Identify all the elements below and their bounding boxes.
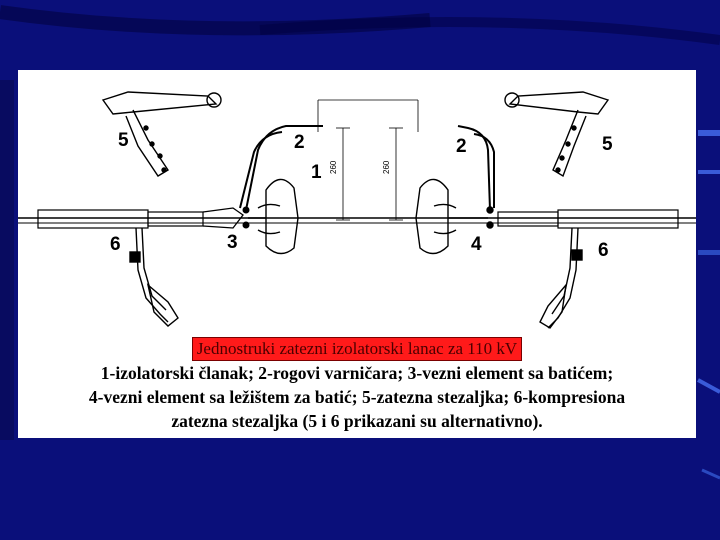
label-6-right: 6	[598, 240, 609, 261]
label-6-left: 6	[110, 234, 121, 255]
conductor-line	[18, 210, 696, 228]
compression-clamp-left-6	[130, 228, 178, 326]
dimension-label-right: 260	[382, 160, 391, 174]
insulator-disc-left	[248, 179, 298, 253]
label-3: 3	[227, 232, 238, 253]
tension-clamp-right-5	[505, 92, 608, 176]
caption-line-1: 1-izolatorski članak; 2-rogovi varničara; 3-vezni element sa batićem;	[100, 363, 614, 383]
label-2-left: 2	[294, 132, 305, 153]
dimension-lines	[318, 100, 418, 220]
label-1: 1	[311, 162, 322, 183]
figure-panel	[18, 70, 696, 438]
caption-line-2: 4-vezni element sa ležištem za batić; 5-zatezna stezaljka; 6-kompresiona	[88, 387, 626, 407]
label-2-right: 2	[456, 136, 467, 157]
label-4: 4	[471, 234, 482, 255]
caption-title: Jednostruki zatezni izolatorski lanac za 110 kV	[192, 337, 522, 361]
label-5-left: 5	[118, 130, 129, 151]
dimension-label-left: 260	[329, 160, 338, 174]
insulator-chain-drawing	[18, 70, 696, 360]
caption-line-3: zatezna stezaljka (5 i 6 prikazani su alternativno).	[171, 411, 543, 431]
compression-clamp-right-6	[540, 228, 582, 328]
label-5-right: 5	[602, 134, 613, 155]
figure-caption	[18, 336, 696, 433]
